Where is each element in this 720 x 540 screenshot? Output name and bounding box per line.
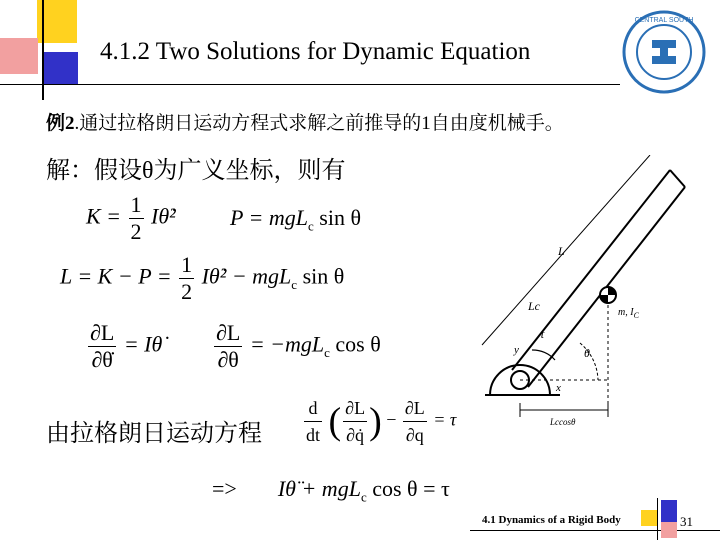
footer-yellow-block xyxy=(641,510,657,526)
k-lhs: K = xyxy=(86,203,122,229)
example-text: .通过拉格朗日运动方程式求解之前推导的1自由度机械手。 xyxy=(74,113,564,134)
footer-blue-block xyxy=(661,500,677,522)
footer-vertical-line xyxy=(657,498,658,540)
example-label: 例2 xyxy=(46,113,75,134)
university-logo-icon xyxy=(622,10,706,94)
partial-theta-equation: $\frac{\partial L}{\partial\theta}$ = −mgL$_c$ cos θ xyxy=(216,320,381,372)
footer-line xyxy=(470,530,720,531)
lc-cos-theta-label: Lccosθ xyxy=(550,417,576,427)
kinetic-energy-equation xyxy=(86,192,176,245)
partial-theta-dot-equation: $\frac{\partial L}{\partial\thetȧ}$ = Iθ̇ xyxy=(90,320,163,372)
corner-blue-block xyxy=(44,52,78,84)
title-underline xyxy=(0,84,620,85)
link-end xyxy=(670,170,685,187)
implies-arrow: => xyxy=(212,476,237,501)
torque-label: τ xyxy=(540,327,545,341)
svg-text:CENTRAL SOUTH: CENTRAL SOUTH xyxy=(634,17,694,24)
mass-label: m, $I_C$ xyxy=(618,307,639,320)
lagrange-label: 由拉格朗日运动方程 xyxy=(46,421,262,447)
lagrangian-equation: L = K − P = $\frac{1}{2}$ Iθ̇² − mgL$_c$ sin θ xyxy=(60,252,345,304)
theta-label: θ xyxy=(584,346,590,360)
potential-energy-equation: P = mgL$_c$ sin θ xyxy=(230,205,362,234)
k-rhs: Iθ̇² xyxy=(151,203,176,229)
lc-label: Lc xyxy=(528,299,540,313)
length-label: L xyxy=(558,244,565,258)
example-statement xyxy=(46,108,564,135)
page-number: 31 xyxy=(680,514,693,529)
corner-red-block xyxy=(0,38,38,74)
k-fraction: $\frac{1}{2}$ xyxy=(130,192,142,244)
corner-vertical-line xyxy=(42,0,44,100)
footer-section-title: 4.1 Dynamics of a Rigid Body xyxy=(482,514,621,526)
manipulator-diagram xyxy=(470,155,710,430)
solution-intro: 解：假设θ为广义坐标，则有 xyxy=(46,158,346,184)
footer-red-block xyxy=(661,522,677,538)
lagrange-equation: $\frac{d}{dt}$ ( $\frac{\partial L}{\partial q̇}$ ) − $\frac{\partial L}{\partial q}$ = τ xyxy=(302,395,456,448)
x-axis-label: x xyxy=(556,382,561,394)
link-edge-1 xyxy=(512,170,670,370)
slide-title: 4.1.2 Two Solutions for Dynamic Equation xyxy=(100,38,531,65)
y-axis-label: y xyxy=(514,344,519,356)
result-equation: => Iθ̈ + mgL$_c$ cos θ = τ xyxy=(212,476,450,505)
